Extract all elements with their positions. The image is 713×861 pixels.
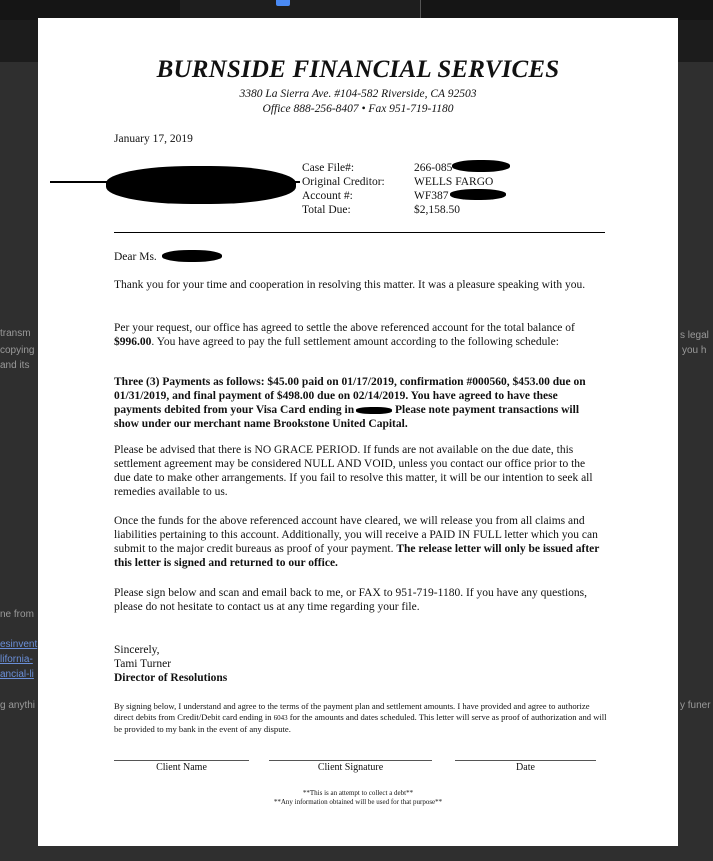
bg-fragment: s legal (680, 330, 709, 341)
bg-fragment: you h (682, 345, 707, 356)
card-last-digits: 6043 (273, 714, 288, 722)
redaction-mark (450, 189, 506, 200)
redaction-mark (50, 181, 300, 183)
client-signature-label: Client Signature (317, 762, 384, 773)
bg-fragment: g anythi (0, 700, 36, 711)
authorization-before: By signing below, I understand and agree to the terms of the payment plan and settlement amounts. I have provided and agree to authorize direct debits from Credit/Debit card ending in (114, 701, 590, 722)
account-label: Account #: (302, 190, 353, 202)
paragraph-settlement (114, 321, 604, 349)
footnote-debt-collection: **This is an attempt to collect a debt** (302, 789, 414, 797)
redaction-mark (356, 407, 392, 414)
original-creditor-value: WELLS FARGO (414, 176, 494, 188)
release-notice: The release letter will only be issued after this letter is signed and returned to our office. (114, 543, 600, 569)
date-label: Date (516, 762, 535, 773)
salutation: Dear Ms. (114, 251, 157, 263)
browser-top-bar (0, 0, 713, 20)
redaction-mark (162, 250, 222, 262)
client-name-line[interactable] (114, 760, 249, 761)
case-file-value: 266-085 (414, 162, 453, 174)
header-divider (114, 232, 605, 233)
total-due-label: Total Due: (302, 204, 351, 216)
date-line[interactable] (455, 760, 596, 761)
redaction-mark (452, 160, 510, 172)
settlement-amount: $996.00 (114, 336, 152, 348)
company-address: 3380 La Sierra Ave. #104-582 Riverside, CA 92503 (239, 88, 477, 100)
footnote-information-use: **Any information obtained will be used for that purpose** (273, 798, 443, 806)
company-contact: Office 888-256-8407 • Fax 951-719-1180 (262, 103, 454, 115)
schedule-text: Three (3) Payments as follows: $45.00 paid on 01/17/2019, confirmation #000560, $453.00 due on 01/31/2019, and final payment of $498.00 due on 02/14/2019. You have agreed to have these payments debited from your Visa Card ending in (114, 376, 586, 416)
release-text: Once the funds for the above referenced account have cleared, we will release you from all claims and liabilities pertaining to this account. Additionally, you will receive a PAID IN FULL letter which you can submit to the major credit bureaus as proof of your payment. (114, 515, 598, 555)
authorization-text (114, 701, 609, 735)
bg-fragment: y funer (680, 700, 711, 711)
bg-fragment: copying (0, 345, 35, 356)
paragraph-thanks: Thank you for your time and cooperation in resolving this matter. It was a pleasure speaking with you. (114, 279, 586, 291)
paragraph-release (114, 514, 604, 570)
case-file-label: Case File#: (302, 162, 355, 174)
paragraph-instructions: Please sign below and scan and email back to me, or FAX to 951-719-1180. If you have any questions, please do not hesitate to contact us at any time regarding your file. (114, 587, 587, 613)
bg-link[interactable]: esinvent (0, 639, 38, 650)
valediction: Sincerely, (114, 644, 160, 656)
original-creditor-label: Original Creditor: (302, 176, 385, 188)
account-value: WF387 (414, 190, 449, 202)
paragraph-grace-period: Please be advised that there is NO GRACE PERIOD. If funds are not available on the due date, this settlement agreement may be considered NULL AND VOID, unless you contact our office prior to the due date to make other arrangements. If you fail to resolve this matter, it will be our intention to seek all remedies available to us. (114, 444, 593, 498)
company-name: BURNSIDE FINANCIAL SERVICES (156, 56, 560, 83)
client-name-label: Client Name (156, 762, 207, 773)
browser-tab[interactable] (180, 0, 421, 20)
client-signature-line[interactable] (269, 760, 432, 761)
bg-link[interactable]: ancial-li (0, 669, 34, 680)
settlement-text-end: . You have agreed to pay the full settlement amount according to the following schedule: (151, 336, 559, 348)
schedule-text-end: Please note payment transactions will show under our merchant name Brookstone United Capital. (114, 404, 580, 430)
settlement-text: Per your request, our office has agreed to settle the above referenced account for the total balance of (114, 322, 575, 334)
signer-name: Tami Turner (114, 658, 172, 670)
bg-link[interactable]: lifornia- (0, 654, 33, 665)
bg-fragment: transm (0, 328, 31, 339)
letter-date: January 17, 2019 (114, 133, 193, 145)
bg-fragment: and its (0, 360, 30, 371)
bg-fragment: ne from (0, 609, 34, 620)
redaction-mark (106, 166, 296, 204)
signer-title: Director of Resolutions (114, 672, 228, 684)
letter-page (38, 18, 678, 846)
total-due-value: $2,158.50 (414, 204, 460, 216)
tab-favicon-icon (276, 0, 290, 6)
authorization-after: for the amounts and dates scheduled. This letter will serve as proof of authorization and will be provided to my bank in the event of any dispute. (114, 712, 607, 734)
payment-schedule (114, 375, 604, 431)
